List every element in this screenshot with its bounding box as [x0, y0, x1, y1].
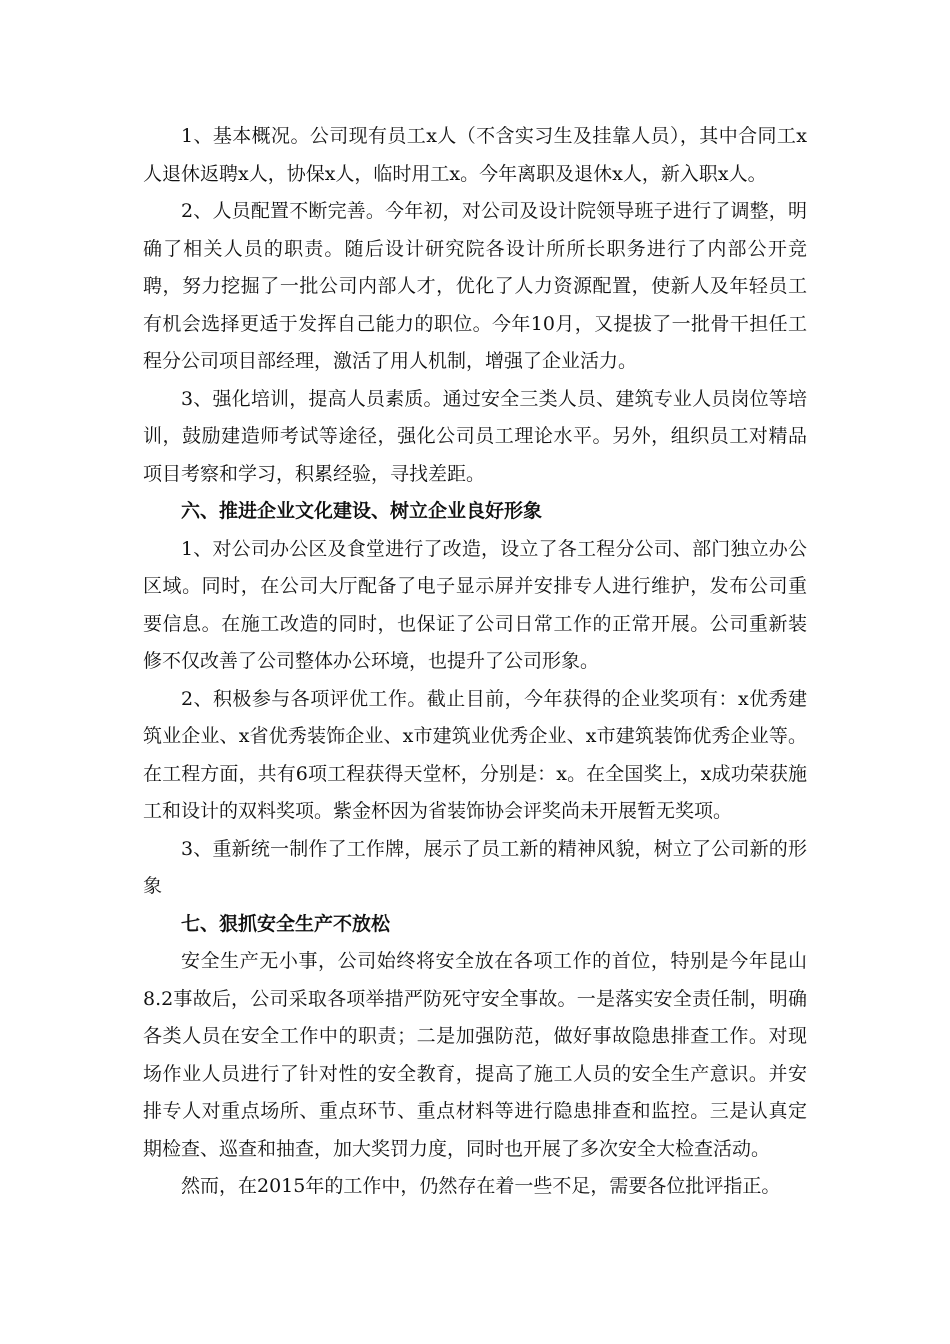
paragraph-staffing: 2、人员配置不断完善。今年初，对公司及设计院领导班子进行了调整，明确了相关人员的职责。随后设计研究院各设计所所长职务进行了内部公开竞聘，努力挖掘了一批公司内部人才，优化了人力资源配置，使新人及年轻员工有机会选择更适于发挥自己能力的职位。今年10月，又提拔了一批骨干担任工程分公司项目部经理，激活了用人机制，增强了企业活力。 — [143, 200, 807, 372]
paragraph-training: 3、强化培训，提高人员素质。通过安全三类人员、建筑专业人员岗位等培训，鼓励建造师考试等途径，强化公司员工理论水平。另外，组织员工对精品项目考察和学习，积累经验，寻找差距。 — [143, 387, 807, 485]
paragraph-basic-overview: 1、基本概况。公司现有员工x人（不含实习生及挂靠人员），其中合同工x人退休返聘x人，协保x人，临时用工x。今年离职及退休x人，新入职x人。 — [143, 125, 807, 185]
paragraph-office-renovation: 1、对公司办公区及食堂进行了改造，设立了各工程分公司、部门独立办公区域。同时，在公司大厅配备了电子显示屏并安排专人进行维护，发布公司重要信息。在施工改造的同时，也保证了公司日常工作的正常开展。公司重新装修不仅改善了公司整体办公环境，也提升了公司形象。 — [143, 537, 807, 672]
paragraph-safety: 安全生产无小事，公司始终将安全放在各项工作的首位，特别是今年昆山8.2事故后，公司采取各项举措严防死守安全事故。一是落实安全责任制，明确各类人员在安全工作中的职责；二是加强防范，做好事故隐患排查工作。对现场作业人员进行了针对性的安全教育，提高了施工人员的安全生产意识。并安排专人对重点场所、重点环节、重点材料等进行隐患排查和监控。三是认真定期检查、巡查和抽查，加大奖罚力度，同时也开展了多次安全大检查活动。 — [143, 950, 807, 1160]
section-heading-culture: 六、推进企业文化建设、树立企业良好形象 — [181, 500, 543, 522]
paragraph-conclusion: 然而，在2015年的工作中，仍然存在着一些不足，需要各位批评指正。 — [181, 1175, 781, 1197]
paragraph-awards: 2、积极参与各项评优工作。截止目前，今年获得的企业奖项有：x优秀建筑业企业、x省优秀装饰企业、x市建筑业优秀企业、x市建筑装饰优秀企业等。在工程方面，共有6项工程获得天堂杯，分别是：x。在全国奖上，x成功荣获施工和设计的双料奖项。紫金杯因为省装饰协会评奖尚未开展暂无奖项。 — [143, 687, 807, 822]
paragraph-work-badges: 3、重新统一制作了工作牌，展示了员工新的精神风貌，树立了公司新的形象 — [143, 837, 807, 897]
section-heading-safety: 七、狠抓安全生产不放松 — [181, 912, 391, 935]
